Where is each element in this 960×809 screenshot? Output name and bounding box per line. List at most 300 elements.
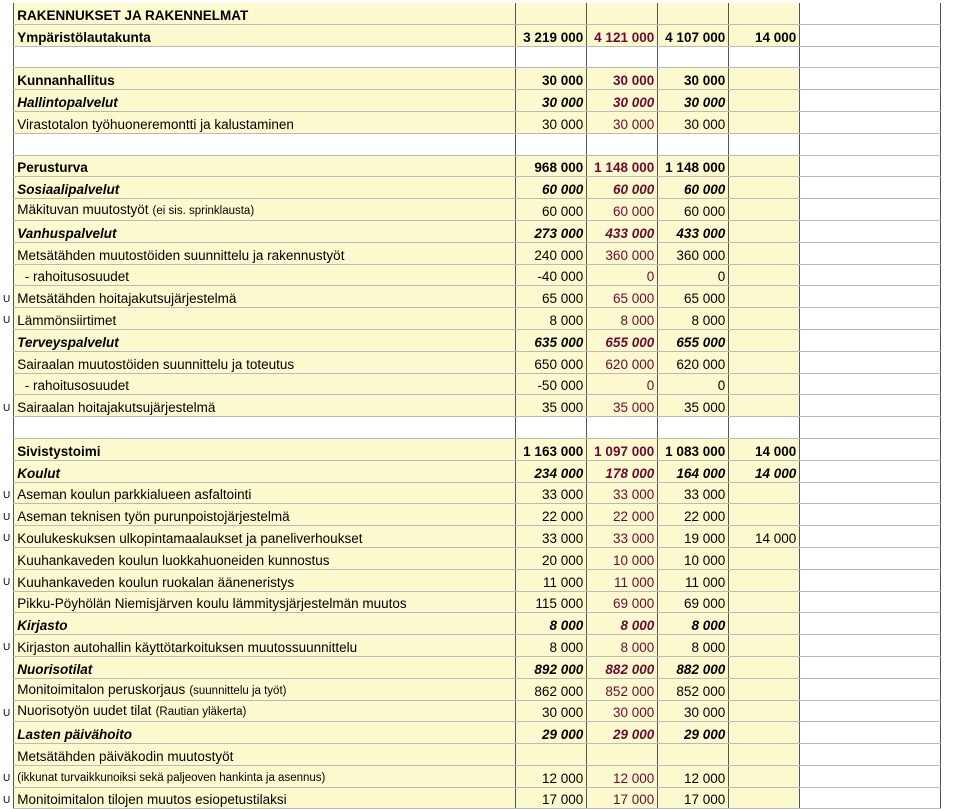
row-label [14,90,516,112]
extra-col [800,765,941,787]
u-marker [0,133,14,155]
row-label-text: Hallintopalvelut [17,94,118,110]
u-marker: U [3,773,11,785]
value-col1 [516,46,587,68]
value-col4 [729,90,800,112]
table-row [0,24,941,46]
table-row [0,242,941,264]
value-col4: 14 000 [729,24,800,46]
u-marker: U [3,402,11,414]
value-col1: 29 000 [516,722,587,744]
value-col4: 14 000 [729,460,800,482]
value-col1 [516,133,587,155]
u-marker [0,46,14,68]
value-col1: -40 000 [516,264,587,286]
value-col4 [729,373,800,395]
value-col2 [587,417,658,439]
u-marker [0,417,14,439]
value-col3: 852 000 [658,678,729,700]
value-col2: 178 000 [587,460,658,482]
value-col2: 433 000 [587,220,658,242]
extra-col [800,46,941,68]
value-col2: 22 000 [587,504,658,526]
u-marker [0,24,14,46]
value-col1: 11 000 [516,569,587,591]
value-col3: 30 000 [658,111,729,133]
value-col1: -50 000 [516,373,587,395]
value-col4 [729,242,800,264]
u-marker [0,613,14,635]
value-col4 [729,591,800,613]
row-label [14,373,516,395]
value-col3: 17 000 [658,787,729,809]
u-marker [0,373,14,395]
row-label [14,482,516,504]
value-col4 [729,744,800,766]
u-marker [0,242,14,264]
value-col1: 1 163 000 [516,438,587,460]
row-label [14,177,516,199]
table-row [0,155,941,177]
row-label [14,308,516,330]
value-col4 [729,329,800,351]
u-marker [0,722,14,744]
extra-col [800,547,941,569]
value-col4 [729,155,800,177]
row-label-text: Lämmönsiirtimet [17,312,117,328]
value-col3: 65 000 [658,286,729,308]
value-col3: 4 107 000 [658,24,729,46]
value-col4 [729,177,800,199]
value-col1: 273 000 [516,220,587,242]
value-col1: 968 000 [516,155,587,177]
value-col4 [729,286,800,308]
value-col3: 60 000 [658,177,729,199]
row-label-text: Virastotalon työhuoneremontti ja kalustaminen [17,116,294,132]
value-col3: 22 000 [658,504,729,526]
value-col3: 360 000 [658,242,729,264]
value-col1: 65 000 [516,286,587,308]
row-label [14,678,516,700]
row-note: (suunnittelu ja työt) [189,684,287,697]
extra-col [800,111,941,133]
table-row [0,613,941,635]
row-label-text: Mäkituvan muutostyöt [17,201,149,217]
value-col2 [587,744,658,766]
value-col2: 852 000 [587,678,658,700]
value-col2: 33 000 [587,526,658,548]
table-row [0,700,941,722]
row-label [14,351,516,373]
table-row [0,373,941,395]
value-col2: 620 000 [587,351,658,373]
value-col2: 360 000 [587,242,658,264]
row-label [14,635,516,657]
value-col2: 33 000 [587,482,658,504]
extra-col [800,787,941,809]
value-col3: 0 [658,264,729,286]
value-col1: 8 000 [516,308,587,330]
extra-col [800,199,941,221]
value-col4 [729,504,800,526]
u-marker: U [3,533,11,545]
row-label-text: Nuorisotilat [17,661,93,677]
value-col1 [516,417,587,439]
value-col1: 30 000 [516,111,587,133]
value-col2 [587,133,658,155]
u-marker: U [3,642,11,654]
row-label-text: Kuuhankaveden koulun luokkahuoneiden kunnostus [17,552,330,568]
row-label-text: Lasten päivähoito [17,727,133,743]
value-col4 [729,678,800,700]
value-col2: 8 000 [587,308,658,330]
table-row [0,526,941,548]
table-row [0,787,941,809]
row-label-text: Kirjaston autohallin käyttötarkoituksen muutossuunnittelu [17,639,358,655]
value-col3: 33 000 [658,482,729,504]
value-col1: 8 000 [516,635,587,657]
extra-col [800,482,941,504]
row-label-text: - rahoitusosuudet [17,269,130,285]
row-label [14,744,516,766]
row-label-text: Vanhuspalvelut [17,225,117,241]
row-label [14,504,516,526]
table-row [0,504,941,526]
value-col2: 11 000 [587,569,658,591]
u-marker [0,90,14,112]
budget-table [0,3,941,809]
value-col2: 4 121 000 [587,24,658,46]
value-col2: 60 000 [587,177,658,199]
value-col1: 115 000 [516,591,587,613]
value-col1: 240 000 [516,242,587,264]
cell-empty [587,3,658,24]
table-row [0,177,941,199]
value-col1: 30 000 [516,700,587,722]
value-col2: 882 000 [587,656,658,678]
value-col4 [729,635,800,657]
row-label-text: Metsätähden muutostöiden suunnittelu ja rakennustyöt [17,247,345,263]
value-col1: 8 000 [516,613,587,635]
table-row [0,460,941,482]
row-label-text: Kuuhankaveden koulun ruokalan ääneneristys [17,574,295,590]
table-row [0,591,941,613]
value-col3: 30 000 [658,700,729,722]
u-marker [0,220,14,242]
row-label [14,242,516,264]
value-col1: 60 000 [516,199,587,221]
row-label-text: Metsätähden hoitajakutsujärjestelmä [17,291,237,307]
row-label [14,613,516,635]
row-label [14,155,516,177]
cell-empty [516,3,587,24]
row-label-text: Pikku-Pöyhölän Niemisjärven koulu lämmitysjärjestelmän muutos [17,596,407,612]
value-col2: 17 000 [587,787,658,809]
row-note: (ikkunat turvaikkunoiksi sekä paljeoven hankinta ja asennus) [17,771,326,784]
u-marker [0,744,14,766]
extra-col [800,504,941,526]
value-col2: 30 000 [587,68,658,90]
value-col1: 650 000 [516,351,587,373]
u-marker: U [3,489,11,501]
value-col4 [729,765,800,787]
table-row [0,286,941,308]
table-row [0,656,941,678]
value-col4 [729,417,800,439]
value-col1: 35 000 [516,395,587,417]
value-col4 [729,656,800,678]
extra-col [800,460,941,482]
value-col2: 8 000 [587,613,658,635]
row-label-text: - rahoitusosuudet [17,378,130,394]
value-col1: 862 000 [516,678,587,700]
value-col3: 12 000 [658,765,729,787]
table-row [0,547,941,569]
table-row [0,395,941,417]
row-label [14,24,516,46]
extra-col [800,68,941,90]
extra-col [800,177,941,199]
u-marker: U [3,315,11,327]
table-row [0,111,941,133]
value-col1: 33 000 [516,482,587,504]
extra-col [800,417,941,439]
row-label [14,264,516,286]
value-col3: 30 000 [658,90,729,112]
u-marker [0,656,14,678]
value-col3: 1 083 000 [658,438,729,460]
value-col1: 60 000 [516,177,587,199]
u-marker [0,591,14,613]
u-marker [0,111,14,133]
value-col2: 655 000 [587,329,658,351]
value-col2: 60 000 [587,199,658,221]
row-label [14,417,516,439]
extra-col [800,438,941,460]
extra-col [800,678,941,700]
value-col2: 1 097 000 [587,438,658,460]
value-col1 [516,744,587,766]
row-label-text: Monitoimitalon tilojen muutos esiopetustilaksi [17,792,287,808]
row-label-text: Koulukeskuksen ulkopintamaalaukset ja paneliverhoukset [17,530,363,546]
value-col4 [729,220,800,242]
table-row [0,329,941,351]
value-col3: 8 000 [658,613,729,635]
value-col4 [729,395,800,417]
row-label [14,329,516,351]
value-col2: 10 000 [587,547,658,569]
value-col3: 60 000 [658,199,729,221]
extra-col [800,591,941,613]
row-label-text: Aseman koulun parkkialueen asfaltointi [17,487,252,503]
row-label-text: Perusturva [17,160,88,176]
value-col3: 433 000 [658,220,729,242]
table-row [0,635,941,657]
value-col3: 35 000 [658,395,729,417]
row-label [14,111,516,133]
value-col4 [729,111,800,133]
table-row [0,765,941,787]
extra-col [800,700,941,722]
value-col1: 17 000 [516,787,587,809]
value-col4: 14 000 [729,438,800,460]
row-note: (Rautian yläkerta) [155,706,247,719]
value-col2: 1 148 000 [587,155,658,177]
table-row [0,438,941,460]
value-col1: 234 000 [516,460,587,482]
row-label [14,526,516,548]
row-label [14,787,516,809]
value-col2: 30 000 [587,111,658,133]
u-marker [0,199,14,221]
value-col2: 65 000 [587,286,658,308]
row-note: (ei sis. sprinklausta) [152,204,255,217]
value-col4 [729,68,800,90]
extra-col [800,24,941,46]
extra-col [800,569,941,591]
row-label [14,286,516,308]
value-col1: 892 000 [516,656,587,678]
u-marker: U [3,511,11,523]
value-col4 [729,569,800,591]
extra-col [800,526,941,548]
blank-row [0,133,941,155]
value-col3: 164 000 [658,460,729,482]
row-label-text: Metsätähden päiväkodin muutostyöt [17,748,234,764]
value-col4 [729,722,800,744]
value-col4 [729,613,800,635]
row-label [14,460,516,482]
section-header-row [0,3,941,24]
extra-col [800,656,941,678]
cell-empty [658,3,729,24]
row-label [14,765,516,787]
value-col2: 8 000 [587,635,658,657]
value-col4 [729,482,800,504]
value-col4 [729,700,800,722]
value-col3: 30 000 [658,68,729,90]
u-marker [0,438,14,460]
u-marker: U [3,707,11,719]
blank-row [0,417,941,439]
u-marker [0,264,14,286]
value-col3: 8 000 [658,308,729,330]
value-col3: 8 000 [658,635,729,657]
row-label-text: Sairaalan hoitajakutsujärjestelmä [17,400,216,416]
value-col1: 20 000 [516,547,587,569]
value-col3 [658,417,729,439]
value-col4 [729,133,800,155]
value-col1: 33 000 [516,526,587,548]
extra-col [800,373,941,395]
row-label [14,591,516,613]
u-marker [0,155,14,177]
value-col4: 14 000 [729,526,800,548]
value-col4 [729,787,800,809]
value-col3: 655 000 [658,329,729,351]
value-col4 [729,308,800,330]
u-marker: U [3,293,11,305]
value-col2: 30 000 [587,700,658,722]
value-col2: 69 000 [587,591,658,613]
value-col3 [658,46,729,68]
u-marker: U [3,577,11,589]
extra-col [800,722,941,744]
value-col2: 0 [587,373,658,395]
u-marker: U [3,794,11,806]
value-col1: 3 219 000 [516,24,587,46]
value-col3: 882 000 [658,656,729,678]
row-label [14,199,516,221]
extra-col [800,220,941,242]
row-label-text: Kunnanhallitus [17,73,115,89]
value-col3 [658,744,729,766]
row-label-text: Sivistystoimi [17,443,101,459]
value-col1: 30 000 [516,90,587,112]
extra-col [800,90,941,112]
row-label-text: Sosiaalipalvelut [17,182,120,198]
value-col2: 30 000 [587,90,658,112]
value-col3: 1 148 000 [658,155,729,177]
section-title: RAKENNUKSET JA RAKENNELMAT [14,3,516,24]
u-marker [0,68,14,90]
row-label-text: Koulut [17,465,60,481]
value-col3: 0 [658,373,729,395]
extra-col [800,395,941,417]
extra-col [800,613,941,635]
value-col2 [587,46,658,68]
u-marker [0,177,14,199]
row-label [14,569,516,591]
row-label-text: Aseman teknisen työn purunpoistojärjestelmä [17,509,290,525]
table-row [0,220,941,242]
value-col4 [729,351,800,373]
u-marker [0,460,14,482]
row-label-text: Nuorisotyön uudet tilat [17,703,152,719]
value-col3: 10 000 [658,547,729,569]
row-label-text: Terveyspalvelut [17,334,119,350]
row-label [14,46,516,68]
extra-col [800,744,941,766]
table-row [0,199,941,221]
value-col4 [729,264,800,286]
value-col1: 22 000 [516,504,587,526]
u-marker [0,547,14,569]
table-row [0,68,941,90]
cell-empty [800,3,941,24]
value-col2: 12 000 [587,765,658,787]
value-col3 [658,133,729,155]
table-row [0,90,941,112]
u-marker [0,3,14,24]
blank-row [0,46,941,68]
value-col4 [729,199,800,221]
row-label [14,700,516,722]
table-row [0,482,941,504]
table-row [0,569,941,591]
extra-col [800,329,941,351]
row-label [14,656,516,678]
value-col4 [729,46,800,68]
row-label [14,220,516,242]
extra-col [800,351,941,373]
u-marker [0,351,14,373]
table-row [0,678,941,700]
table-row [0,264,941,286]
row-label-text: Ympäristölautakunta [17,29,151,45]
row-label-text: Monitoimitalon peruskorjaus [17,681,186,697]
value-col3: 19 000 [658,526,729,548]
